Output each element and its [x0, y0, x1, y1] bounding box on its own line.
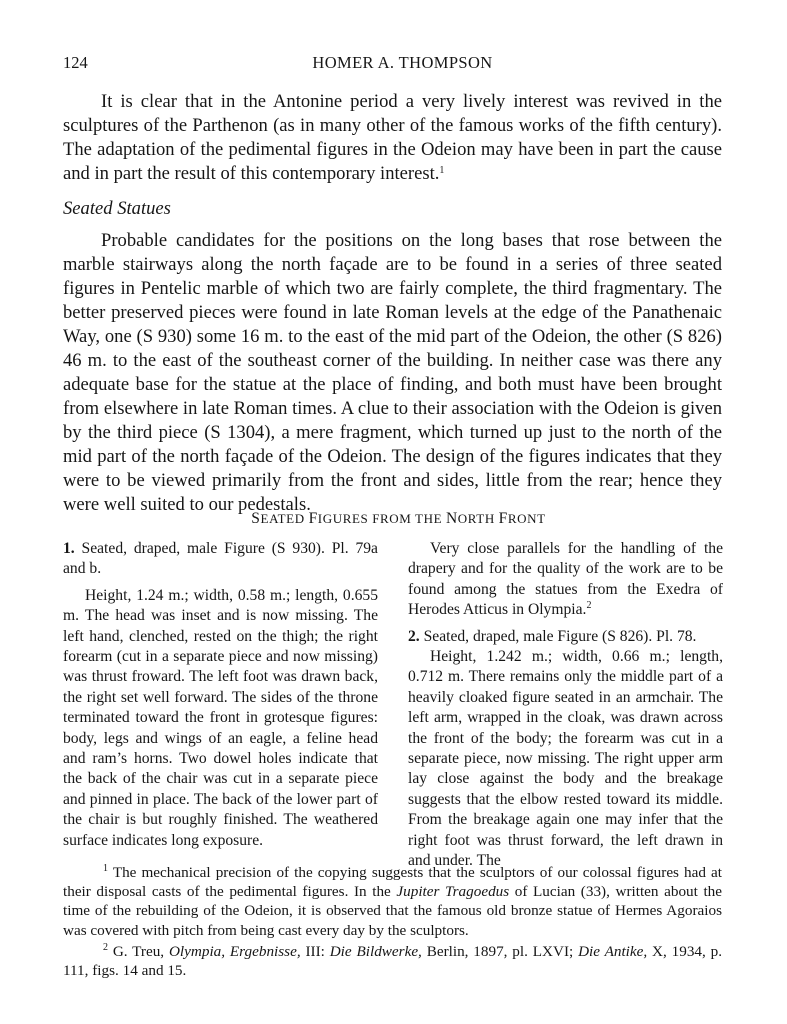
catalogue-caption: SEATED FIGURES FROM THE NORTH FRONT — [251, 510, 546, 527]
intro-paragraph — [63, 90, 722, 186]
footnotes — [63, 863, 722, 980]
left-column — [63, 539, 378, 851]
entry-2-title: Seated, draped, male Figure (S 826). Pl. 78. — [423, 627, 697, 645]
entry-1-heading — [63, 539, 378, 580]
footnote-1: $^1$ The mechanical precision of the copying suggests that the sculptors of our colossal figures had at their disposal casts of the pedimental figures. In the Jupiter Tragoedus of Lucian (33), written about the time of the rebuilding of the Odeion, it is observed that the famous old bronze statue of Hermes Agoraios was covered with pitch from being cast every day by the sculptors. — [63, 863, 723, 939]
footnote-ref-1: 1 — [439, 165, 445, 176]
entry-2-number: 2. — [408, 627, 420, 645]
entry-1-title: Seated, draped, male Figure (S 930). Pl. 79a and b. — [63, 540, 378, 578]
page-number: 124 — [63, 53, 88, 72]
footnote-2: $^2$ G. Treu, Olympia, Ergebnisse, III: Die Bildwerke, Berlin, 1897, pl. LXVI; Die Antike, X, 1934, p. 111, figs. 14 and 15. — [63, 941, 723, 980]
intro-text: It is clear that in the Antonine period a very lively interest was revived in the sculptures of the Parthenon (as in many other of the famous works of the fifth century). The adaptation of the pedimental figures in the Odeion may have been in part the cause and in part the result of this contemporary interest. — [63, 91, 722, 184]
footnote-ref-2: 2 — [586, 600, 592, 612]
entry-1-continued: Very close parallels for the handling of the drapery and for the quality of the work are to be found among the statues from the Exedra of Herodes Atticus in Olympia.$^2$ — [408, 540, 723, 619]
running-head: HOMER A. THOMPSON — [312, 53, 493, 72]
entry-2-description: Height, 1.242 m.; width, 0.66 m.; length, 0.712 m. There remains only the middle part of a heavily cloaked figure seated in an armchair. The left arm, wrapped in the cloak, was drawn across the front of the body; the forearm was cut in a separate piece, now missing. The right upper arm lay close against the body and the breakage suggests that the elbow rested toward its middle. From the breakage again one may infer that the right foot was thrust forward, the left drawn in and under. The — [408, 648, 723, 870]
section-heading: Seated Statues — [63, 198, 171, 219]
entry-1-number: 1. — [63, 540, 75, 557]
entry-2-heading — [408, 627, 723, 647]
entry-1-description: Height, 1.24 m.; width, 0.58 m.; length, 0.655 m. The head was inset and is now missing. The left hand, clenched, rested on the thigh; the right forearm (cut in a separate piece and now missing) was thrust froward. The left foot was drawn back, the right set well forward. The sides of the throne terminated toward the front in grotesque figures: body, legs and wings of an eagle, a feline head and ram’s horns. Two dowel holes indicate that the back of the chair was cut in a separate piece and pinned in place. The back of the lower part of the chair is but roughly finished. The weathered surface indicates long exposure. — [63, 586, 378, 849]
section-paragraph: Probable candidates for the positions on the long bases that rose between the marble stairways along the north façade are to be found in a series of three seated figures in Pentelic marble of which two are fairly complete, the third fragmentary. The better preserved pieces were found in late Roman levels at the edge of the Panathenaic Way, one (S 930) some 16 m. to the east of the mid part of the Odeion, the other (S 826) 46 m. to the east of the southeast corner of the building. In neither case was there any adequate base for the statue at the place of finding, and both must have been brought from elsewhere in late Roman times. A clue to their association with the Odeion is given by the third piece (S 1304), a mere fragment, which turned up just to the north of the mid part of the north façade of the Odeion. The design of the figures indicates that they were to be viewed primarily from the front and sides, little from the rear; hence they were well suited to our pedestals. — [63, 230, 722, 515]
right-column — [408, 539, 723, 872]
